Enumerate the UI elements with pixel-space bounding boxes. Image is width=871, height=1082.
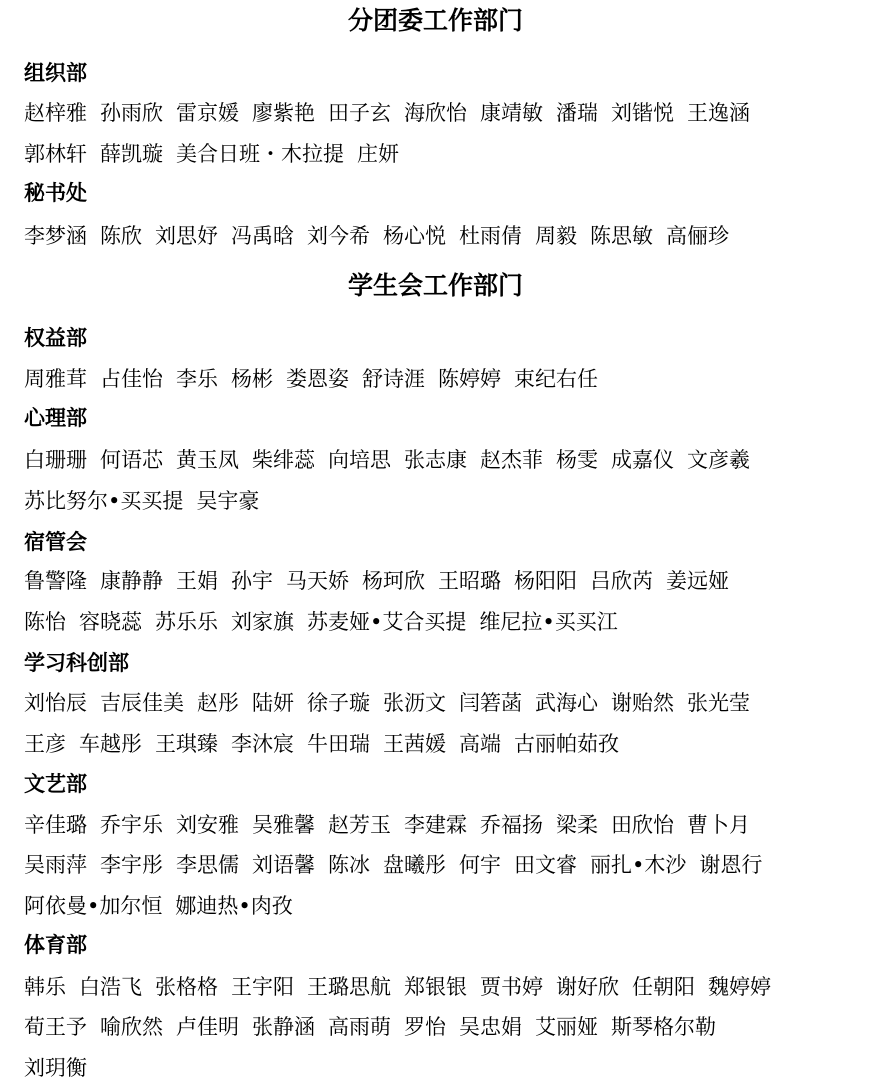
name-row <box>24 851 861 879</box>
name-row <box>24 608 861 636</box>
member-name: 庄妍 <box>357 142 399 166</box>
member-name: 柴绯蕊 <box>252 448 315 472</box>
member-name: 王娟 <box>176 569 218 593</box>
member-name: 杨心悦 <box>383 224 446 248</box>
member-name: 何语芯 <box>100 448 163 472</box>
name-row <box>24 567 861 595</box>
member-name: 雷京媛 <box>176 101 239 125</box>
member-name: 薛凯璇 <box>100 142 163 166</box>
member-name: 郑银银 <box>404 975 467 999</box>
member-name: 周雅茸 <box>24 367 87 391</box>
member-name: 张光莹 <box>687 691 750 715</box>
member-name: 娜迪热•肉孜 <box>175 894 293 918</box>
member-name: 陆妍 <box>252 691 294 715</box>
member-name: 孙雨欣 <box>100 101 163 125</box>
department-heading: 心理部 <box>24 405 87 430</box>
member-name: 李沐宸 <box>231 732 294 756</box>
department-heading: 组织部 <box>24 60 87 85</box>
member-name: 周毅 <box>535 224 577 248</box>
member-name: 杨雯 <box>556 448 598 472</box>
member-name: 高雨萌 <box>328 1015 391 1039</box>
member-name: 谢好欣 <box>556 975 619 999</box>
member-name: 陈婷婷 <box>438 367 501 391</box>
member-name: 王璐思航 <box>307 975 391 999</box>
department-heading: 宿管会 <box>24 529 87 554</box>
member-name: 廖紫艳 <box>252 101 315 125</box>
member-name: 乔福扬 <box>480 813 543 837</box>
member-name: 刘思妤 <box>155 224 218 248</box>
member-name: 苏乐乐 <box>155 610 218 634</box>
member-name: 赵梓雅 <box>24 101 87 125</box>
name-row <box>24 99 861 127</box>
member-name: 刘家旗 <box>231 610 294 634</box>
member-name: 王琪臻 <box>155 732 218 756</box>
member-name: 赵彤 <box>197 691 239 715</box>
member-name: 王彦 <box>24 732 66 756</box>
member-name: 卢佳明 <box>176 1015 239 1039</box>
department-heading: 秘书处 <box>24 180 87 205</box>
member-name: 陈思敏 <box>590 224 653 248</box>
member-name: 刘今希 <box>307 224 370 248</box>
member-name: 陈怡 <box>24 610 66 634</box>
member-name: 白珊珊 <box>24 448 87 472</box>
member-name: 任朝阳 <box>632 975 695 999</box>
name-row <box>24 811 861 839</box>
member-name: 白浩飞 <box>79 975 142 999</box>
member-name: 盘曦彤 <box>383 853 446 877</box>
member-name: 海欣怡 <box>404 101 467 125</box>
member-name: 苏麦娅•艾合买提 <box>307 610 467 634</box>
department-heading: 权益部 <box>24 325 87 350</box>
member-name: 贾书婷 <box>480 975 543 999</box>
name-row <box>24 892 861 920</box>
member-name: 梁柔 <box>556 813 598 837</box>
name-row <box>24 446 861 474</box>
member-name: 郭林轩 <box>24 142 87 166</box>
member-name: 杜雨倩 <box>459 224 522 248</box>
member-name: 苏比努尔•买买提 <box>24 489 184 513</box>
member-name: 艾丽娅 <box>535 1015 598 1039</box>
member-name: 吴忠娟 <box>459 1015 522 1039</box>
member-name: 陈欣 <box>100 224 142 248</box>
name-row <box>24 140 861 168</box>
member-name: 魏婷婷 <box>708 975 771 999</box>
member-name: 刘玥衡 <box>24 1056 87 1080</box>
member-name: 吉辰佳美 <box>100 691 184 715</box>
member-name: 刘怡辰 <box>24 691 87 715</box>
member-name: 冯禹晗 <box>231 224 294 248</box>
member-name: 刘锴悦 <box>611 101 674 125</box>
member-name: 李建霖 <box>404 813 467 837</box>
name-row <box>24 973 861 1001</box>
member-name: 闫箬菡 <box>459 691 522 715</box>
member-name: 杨彬 <box>231 367 273 391</box>
member-name: 张沥文 <box>383 691 446 715</box>
member-name: 古丽帕茹孜 <box>514 732 619 756</box>
member-name: 维尼拉•买买江 <box>479 610 618 634</box>
member-name: 高俪珍 <box>666 224 729 248</box>
department-heading: 体育部 <box>24 932 87 957</box>
member-name: 陈冰 <box>328 853 370 877</box>
department-heading: 学习科创部 <box>24 650 129 675</box>
member-name: 李梦涵 <box>24 224 87 248</box>
member-name: 王昭璐 <box>438 569 501 593</box>
member-name: 李宇彤 <box>100 853 163 877</box>
member-name: 吴雨萍 <box>24 853 87 877</box>
member-name: 孙宇 <box>231 569 273 593</box>
name-row <box>24 222 861 250</box>
member-name: 高端 <box>459 732 501 756</box>
member-name: 谢贻然 <box>611 691 674 715</box>
member-name: 罗怡 <box>404 1015 446 1039</box>
name-row <box>24 365 861 393</box>
member-name: 斯琴格尔勒 <box>611 1015 716 1039</box>
member-name: 娄恩姿 <box>286 367 349 391</box>
member-name: 张格格 <box>155 975 218 999</box>
name-row <box>24 689 861 717</box>
member-name: 田欣怡 <box>611 813 674 837</box>
member-name: 文彦羲 <box>687 448 750 472</box>
member-name: 潘瑞 <box>556 101 598 125</box>
member-name: 姜远娅 <box>666 569 729 593</box>
member-name: 田子玄 <box>328 101 391 125</box>
member-name: 吴雅馨 <box>252 813 315 837</box>
member-name: 康静静 <box>100 569 163 593</box>
member-name: 车越彤 <box>79 732 142 756</box>
member-name: 辛佳璐 <box>24 813 87 837</box>
member-name: 舒诗涯 <box>362 367 425 391</box>
name-row <box>24 1054 861 1082</box>
member-name: 乔宇乐 <box>100 813 163 837</box>
name-row <box>24 1013 861 1041</box>
member-name: 喻欣然 <box>100 1015 163 1039</box>
member-name: 武海心 <box>535 691 598 715</box>
member-name: 鲁警隆 <box>24 569 87 593</box>
department-heading: 文艺部 <box>24 771 87 796</box>
member-name: 徐子璇 <box>307 691 370 715</box>
member-name: 曹卜月 <box>687 813 750 837</box>
member-name: 刘安雅 <box>176 813 239 837</box>
member-name: 杨珂欣 <box>362 569 425 593</box>
member-name: 杨阳阳 <box>514 569 577 593</box>
member-name: 容晓蕊 <box>79 610 142 634</box>
member-name: 向培思 <box>328 448 391 472</box>
member-name: 马天娇 <box>286 569 349 593</box>
section-title: 学生会工作部门 <box>347 271 523 300</box>
member-name: 阿依曼•加尔恒 <box>24 894 163 918</box>
member-name: 李乐 <box>176 367 218 391</box>
member-name: 黄玉凤 <box>176 448 239 472</box>
member-name: 成嘉仪 <box>611 448 674 472</box>
name-row <box>24 487 861 515</box>
member-name: 张静涵 <box>252 1015 315 1039</box>
member-name: 韩乐 <box>24 975 66 999</box>
member-name: 吕欣芮 <box>590 569 653 593</box>
member-name: 王逸涵 <box>687 101 750 125</box>
member-name: 赵芳玉 <box>328 813 391 837</box>
member-name: 康靖敏 <box>480 101 543 125</box>
member-name: 牛田瑞 <box>307 732 370 756</box>
member-name: 吴宇豪 <box>196 489 260 513</box>
member-name: 丽扎•木沙 <box>590 853 687 877</box>
member-name: 何宇 <box>459 853 501 877</box>
member-name: 刘语馨 <box>252 853 315 877</box>
member-name: 田文睿 <box>514 853 577 877</box>
section-title: 分团委工作部门 <box>347 6 523 35</box>
member-name: 赵杰菲 <box>480 448 543 472</box>
member-name: 李思儒 <box>176 853 239 877</box>
name-row <box>24 730 861 758</box>
member-name: 张志康 <box>404 448 467 472</box>
member-name: 束纪右任 <box>514 367 598 391</box>
member-name: 谢恩行 <box>699 853 763 877</box>
member-name: 王茜媛 <box>383 732 446 756</box>
member-name: 美合日班・木拉提 <box>176 142 344 166</box>
member-name: 王宇阳 <box>231 975 294 999</box>
member-name: 荀王予 <box>24 1015 87 1039</box>
member-name: 占佳怡 <box>100 367 163 391</box>
